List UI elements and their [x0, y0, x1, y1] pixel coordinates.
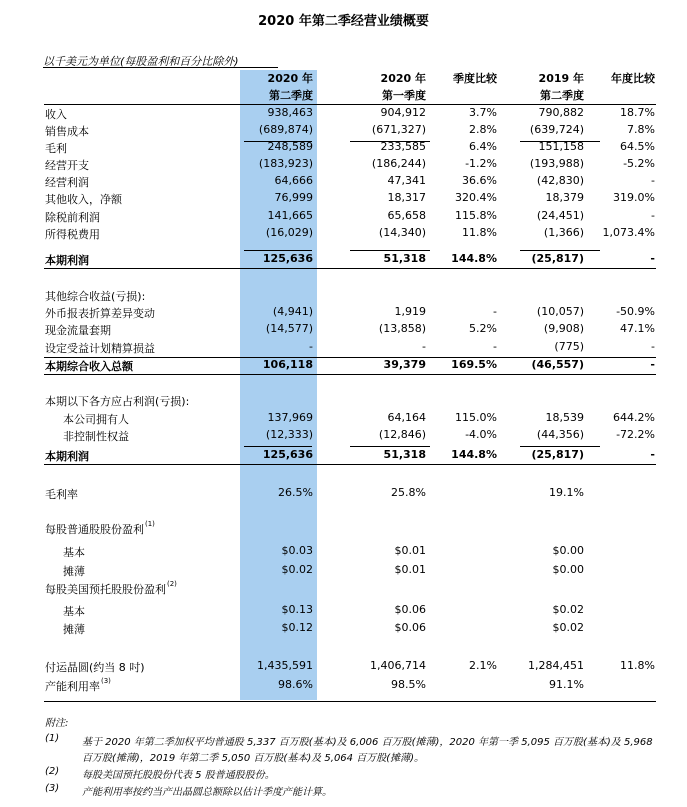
- cell-col5: -: [650, 358, 655, 371]
- cell-col5: -: [650, 448, 655, 461]
- cell-col3: 320.4%: [455, 191, 497, 204]
- cell-col2: 64,164: [387, 411, 426, 424]
- cell-col3: -: [493, 305, 497, 318]
- rule-c1-gp: [244, 141, 312, 142]
- table-row: [0, 173, 687, 190]
- cell-col4: 790,882: [538, 106, 584, 119]
- cell-col4: 19.1%: [549, 486, 584, 499]
- table-row: [0, 190, 687, 207]
- table-row: [0, 562, 687, 579]
- rule-c1-attr: [244, 446, 312, 447]
- cell-col3: 2.8%: [469, 123, 497, 136]
- cell-col1: 76,999: [274, 191, 313, 204]
- cell-col4: $0.00: [552, 563, 584, 576]
- cell-col2: (671,327): [371, 123, 426, 136]
- cell-col5: 64.5%: [620, 140, 655, 153]
- cell-col4: (639,724): [529, 123, 584, 136]
- cell-col1: (12,333): [265, 428, 313, 441]
- table-row: [0, 122, 687, 139]
- cell-col4: $0.00: [552, 544, 584, 557]
- cell-col1: 98.6%: [278, 678, 313, 691]
- cell-col1: 125,636: [262, 252, 313, 265]
- table-row: [0, 304, 687, 321]
- row-label: 销售成本: [45, 125, 89, 138]
- row-label: 除税前利润: [45, 211, 100, 224]
- rule-attr-bottom: [44, 464, 656, 465]
- cell-col1: 26.5%: [278, 486, 313, 499]
- cell-col1: 141,665: [267, 209, 313, 222]
- row-label: 每股普通股股份盈利: [45, 523, 144, 536]
- cell-col4: (24,451): [536, 209, 584, 222]
- cell-col5: -: [651, 174, 655, 187]
- cell-col2: 1,919: [394, 305, 426, 318]
- cell-col4: 18,379: [545, 191, 584, 204]
- cell-col4: (46,557): [531, 358, 584, 371]
- cell-col2: (186,244): [371, 157, 426, 170]
- cell-col2: (12,846): [378, 428, 426, 441]
- cell-col2: 1,406,714: [370, 659, 426, 672]
- cell-col1: $0.12: [281, 621, 313, 634]
- col2-header-quarter: 第一季度: [382, 89, 426, 102]
- col1-header-quarter: 第二季度: [269, 89, 313, 102]
- note-1-mark: (1): [45, 733, 60, 744]
- table-row: [0, 105, 687, 122]
- rule-net-profit-bottom: [44, 268, 656, 269]
- cell-col5: 18.7%: [620, 106, 655, 119]
- row-label: 摊薄: [63, 623, 85, 636]
- cell-col2: (14,340): [378, 226, 426, 239]
- table-row: [0, 251, 687, 268]
- table-row: [0, 339, 687, 356]
- cell-col3: -: [493, 340, 497, 353]
- unit-note: 以千美元为单位(每股盈利和百分比除外): [43, 55, 239, 68]
- cell-col2: $0.06: [394, 621, 426, 634]
- cell-col5: 644.2%: [613, 411, 655, 424]
- cell-col5: 7.8%: [627, 123, 655, 136]
- cell-col3: 36.6%: [462, 174, 497, 187]
- row-label: 每股美国预托股股份盈利: [45, 583, 166, 596]
- col3-header-qoq: 季度比较: [453, 72, 497, 85]
- table-row: [0, 620, 687, 637]
- table-row: [0, 447, 687, 464]
- rule-c4-attr: [520, 446, 600, 447]
- table-row: [0, 392, 687, 409]
- row-label: 其他收入，净额: [45, 193, 122, 206]
- cell-col5: 1,073.4%: [602, 226, 655, 239]
- table-row: [0, 677, 687, 694]
- cell-col4: (9,908): [543, 322, 584, 335]
- cell-col3: 115.8%: [455, 209, 497, 222]
- cell-col5: 319.0%: [613, 191, 655, 204]
- table-row: [0, 485, 687, 502]
- table-row: [0, 427, 687, 444]
- cell-col4: (25,817): [531, 448, 584, 461]
- rule-total-comprehensive-top: [44, 357, 656, 358]
- page-title: 2020 年第二季经营业绩概要: [258, 14, 429, 29]
- note-3-text: 产能利用率按约当产出晶圆总额除以估计季度产能计算。: [82, 787, 332, 798]
- cell-col4: $0.02: [552, 603, 584, 616]
- cell-col4: $0.02: [552, 621, 584, 634]
- row-label: 毛利: [45, 142, 67, 155]
- unit-underline: [43, 67, 278, 68]
- row-label: 设定受益计划精算损益: [45, 342, 155, 355]
- footnote-ref: (1): [145, 520, 155, 528]
- rule-c2-np: [350, 250, 430, 251]
- table-row: [0, 602, 687, 619]
- col2-header-year: 2020 年: [380, 72, 426, 85]
- cell-col1: -: [309, 340, 313, 353]
- cell-col2: 904,912: [380, 106, 426, 119]
- cell-col3: 144.8%: [451, 252, 497, 265]
- cell-col1: (14,577): [265, 322, 313, 335]
- cell-col2: 65,658: [387, 209, 426, 222]
- table-row: [0, 156, 687, 173]
- cell-col1: 106,118: [262, 358, 313, 371]
- note-2-text: 每股美国预托股股份代表 5 股普通股股份。: [82, 770, 275, 781]
- row-label: 基本: [63, 546, 85, 559]
- rule-c4-gp: [520, 141, 600, 142]
- cell-col2: $0.06: [394, 603, 426, 616]
- cell-col4: 151,158: [538, 140, 584, 153]
- note-2-mark: (2): [45, 766, 60, 777]
- table-row: [0, 658, 687, 675]
- cell-col1: $0.02: [281, 563, 313, 576]
- table-row: [0, 520, 687, 537]
- cell-col1: 64,666: [274, 174, 313, 187]
- cell-col5: -5.2%: [623, 157, 655, 170]
- row-label: 经营开支: [45, 159, 89, 172]
- cell-col5: -: [651, 209, 655, 222]
- cell-col4: (193,988): [529, 157, 584, 170]
- table-row: [0, 410, 687, 427]
- rule-c2-gp: [350, 141, 430, 142]
- notes-heading: 附注:: [45, 718, 69, 729]
- row-label: 摊薄: [63, 565, 85, 578]
- cell-col2: 39,379: [383, 358, 426, 371]
- row-label: 本期利润: [45, 254, 89, 267]
- cell-col2: 233,585: [380, 140, 426, 153]
- row-label: 产能利用率: [45, 680, 100, 693]
- cell-col1: 137,969: [267, 411, 313, 424]
- cell-col3: 2.1%: [469, 659, 497, 672]
- cell-col2: 25.8%: [391, 486, 426, 499]
- cell-col1: 938,463: [267, 106, 313, 119]
- row-label: 本公司拥有人: [63, 413, 129, 426]
- cell-col4: 18,539: [545, 411, 584, 424]
- footnote-ref: (2): [167, 580, 177, 588]
- cell-col4: (1,366): [543, 226, 584, 239]
- cell-col3: 6.4%: [469, 140, 497, 153]
- row-label: 经营利润: [45, 176, 89, 189]
- row-label: 其他综合收益(亏损):: [45, 290, 146, 303]
- col5-header-yoy: 年度比较: [611, 72, 655, 85]
- cell-col2: 51,318: [383, 448, 426, 461]
- col4-header-quarter: 第二季度: [540, 89, 584, 102]
- cell-col5: 47.1%: [620, 322, 655, 335]
- table-row: [0, 357, 687, 374]
- cell-col5: -50.9%: [616, 305, 655, 318]
- cell-col1: (183,923): [258, 157, 313, 170]
- table-row: [0, 321, 687, 338]
- cell-col2: $0.01: [394, 544, 426, 557]
- cell-col1: 248,589: [267, 140, 313, 153]
- table-row: [0, 580, 687, 597]
- table-row: [0, 225, 687, 242]
- rule-c1-np: [244, 250, 312, 251]
- cell-col1: $0.13: [281, 603, 313, 616]
- cell-col2: -: [422, 340, 426, 353]
- row-label: 基本: [63, 605, 85, 618]
- cell-col1: (4,941): [272, 305, 313, 318]
- note-1-line-2: 百万股(摊薄)，2019 年第二季 5,050 百万股(基本)及 5,064 百万股(摊薄)。: [82, 753, 425, 764]
- cell-col2: 98.5%: [391, 678, 426, 691]
- row-label: 所得税费用: [45, 228, 100, 241]
- note-1-line-1: 基于 2020 年第二季加权平均普通股 5,337 百万股(基本)及 6,006 百万股(摊薄)，2020 年第一季 5,095 百万股(基本)及 5,968: [82, 737, 653, 748]
- col4-header-year: 2019 年: [538, 72, 584, 85]
- cell-col1: (16,029): [265, 226, 313, 239]
- cell-col4: (10,057): [536, 305, 584, 318]
- row-label: 毛利率: [45, 488, 78, 501]
- cell-col4: (42,830): [536, 174, 584, 187]
- cell-col1: 125,636: [262, 448, 313, 461]
- cell-col1: $0.03: [281, 544, 313, 557]
- cell-col5: 11.8%: [620, 659, 655, 672]
- row-label: 收入: [45, 108, 67, 121]
- table-row: [0, 543, 687, 560]
- cell-col3: 3.7%: [469, 106, 497, 119]
- cell-col3: 169.5%: [451, 358, 497, 371]
- row-label: 本期利润: [45, 450, 89, 463]
- row-label: 非控制性权益: [63, 430, 129, 443]
- table-row: [0, 208, 687, 225]
- rule-total-comprehensive-bottom: [44, 374, 656, 375]
- cell-col2: 18,317: [387, 191, 426, 204]
- cell-col3: 144.8%: [451, 448, 497, 461]
- cell-col3: 11.8%: [462, 226, 497, 239]
- cell-col2: 47,341: [387, 174, 426, 187]
- row-label: 付运晶圆(约当 8 吋): [45, 661, 145, 674]
- cell-col5: -72.2%: [616, 428, 655, 441]
- row-label: 现金流量套期: [45, 324, 111, 337]
- cell-col5: -: [651, 340, 655, 353]
- rule-c2-attr: [350, 446, 430, 447]
- cell-col4: 91.1%: [549, 678, 584, 691]
- table-row: [0, 287, 687, 304]
- cell-col3: -4.0%: [465, 428, 497, 441]
- row-label: 本期以下各方应占利润(亏损):: [45, 395, 190, 408]
- cell-col3: 115.0%: [455, 411, 497, 424]
- table-bottom-rule: [44, 701, 656, 702]
- cell-col2: 51,318: [383, 252, 426, 265]
- note-3-mark: (3): [45, 783, 60, 794]
- col1-header-year: 2020 年: [267, 72, 313, 85]
- cell-col4: 1,284,451: [528, 659, 584, 672]
- row-label: 本期综合收入总额: [45, 360, 133, 373]
- cell-col4: (25,817): [531, 252, 584, 265]
- cell-col5: -: [650, 252, 655, 265]
- rule-c4-np: [520, 250, 600, 251]
- cell-col2: (13,858): [378, 322, 426, 335]
- row-label: 外币报表折算差异变动: [45, 307, 155, 320]
- cell-col1: (689,874): [258, 123, 313, 136]
- cell-col3: -1.2%: [465, 157, 497, 170]
- cell-col4: (775): [554, 340, 584, 353]
- footnote-ref: (3): [101, 677, 111, 685]
- cell-col1: 1,435,591: [257, 659, 313, 672]
- cell-col3: 5.2%: [469, 322, 497, 335]
- cell-col4: (44,356): [536, 428, 584, 441]
- cell-col2: $0.01: [394, 563, 426, 576]
